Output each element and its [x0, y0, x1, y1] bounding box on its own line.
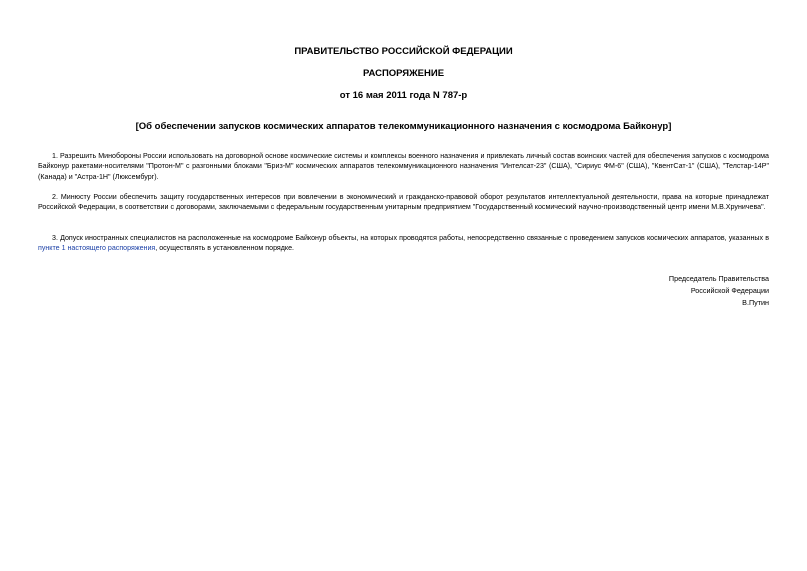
document-date-number: от 16 мая 2011 года N 787-р — [339, 90, 468, 101]
paragraph-1: 1. Разрешить Минобороны России использовать на договорной основе космические системы и комплексы военного назначения и привлекать личный состав воинских частей для обеспечения запусков с космодрома Байконур ракетами-носителями "Протон-М" с разгонными блоками "Бриз-М" космических аппаратов телекоммуникационного назначения "Интелсат-23" (США), "Сириус ФМ-6" (США), "КвентСат-1" (США), "Телстар-14Р" (Канада) и "Астра-1Н" (Люксембург). — [38, 152, 769, 181]
paragraph-1-reference-link[interactable]: пункте 1 настоящего распоряжения — [38, 244, 156, 253]
paragraph-3-text-after: , осуществлять в установленном порядке. — [155, 244, 295, 253]
signature-name: В.Путин — [742, 298, 769, 307]
paragraph-3-text-before: 3. Допуск иностранных специалистов на расположенные на космодроме Байконур объекты, на которых проводятся работы, непосредственно связанные с проведением запусков космических аппаратов, указанных в — [52, 234, 769, 242]
signature-position-line-2: Российской Федерации — [690, 286, 769, 295]
paragraph-3 — [38, 233, 769, 254]
document-title: [Об обеспечении запусков космических аппаратов телекоммуникационного назначения с космодрома Байконур] — [135, 121, 672, 132]
document-type: РАСПОРЯЖЕНИЕ — [362, 68, 445, 79]
paragraph-2: 2. Минюсту России обеспечить защиту государственных интересов при вовлечении в экономический и гражданско-правовой оборот результатов интеллектуальной деятельности, права на которые принадлежат Российской Федерации, в соответствии с договорами, заключаемыми с федеральным государственным унитарным предприятием "Государственный космический научно-производственный центр имени М.В.Хруничева". — [38, 193, 769, 212]
government-heading: ПРАВИТЕЛЬСТВО РОССИЙСКОЙ ФЕДЕРАЦИИ — [294, 46, 513, 57]
signature-position-line-1: Председатель Правительства — [668, 274, 769, 283]
